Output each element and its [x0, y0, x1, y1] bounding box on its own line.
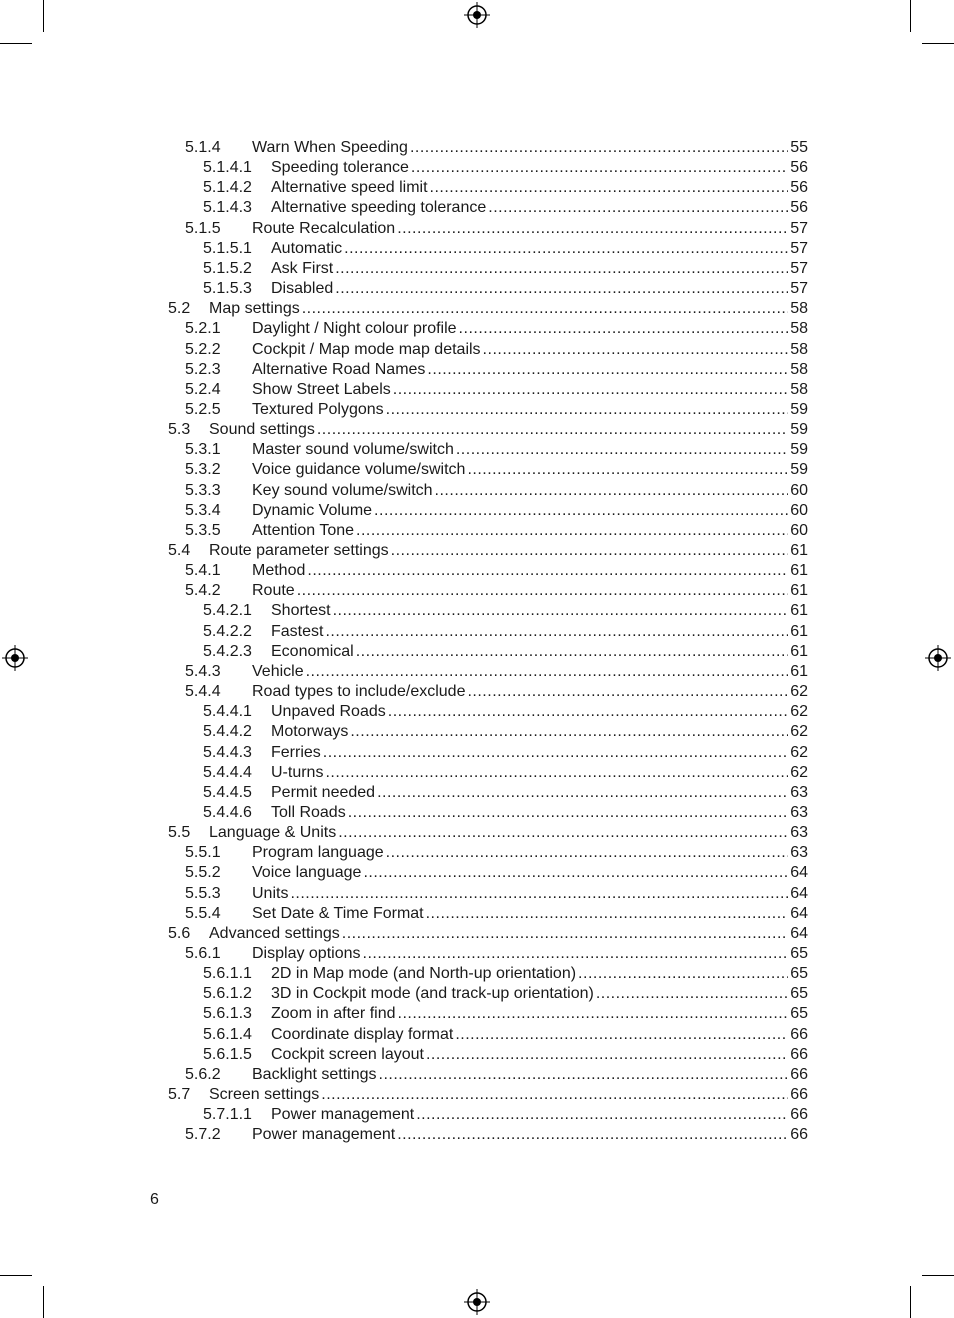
toc-entry-title: Permit needed: [271, 783, 376, 801]
toc-entry-title: 2D in Map mode (and North-up orientation): [271, 965, 577, 983]
toc-entry-page: 64: [790, 884, 808, 902]
dot-leader: [307, 561, 788, 581]
toc-entry-title: Disabled: [271, 280, 334, 298]
dot-leader: [363, 863, 788, 883]
toc-entry-title: Zoom in after find: [271, 1005, 396, 1023]
dot-leader: [393, 380, 788, 400]
toc-entry-page: 58: [790, 320, 808, 338]
toc-entry-page: 65: [790, 1005, 808, 1023]
toc-entry-number: 5.6.1.2: [203, 985, 252, 1003]
toc-entry-page: 56: [790, 199, 808, 217]
toc-entry-page: 55: [790, 139, 808, 156]
registration-mark-icon: [464, 2, 490, 28]
crop-mark-top-right-h: [922, 43, 954, 44]
toc-entry-number: 5.5.1: [185, 844, 221, 862]
toc-entry-number: 5.3.3: [185, 481, 221, 499]
dot-leader: [467, 460, 788, 480]
toc-entry-number: 5.6.1.5: [203, 1045, 252, 1063]
toc-entry-title: Coordinate display format: [271, 1025, 454, 1043]
toc-entry-number: 5.1.5.1: [203, 239, 252, 257]
toc-entry-title: Dynamic Volume: [252, 501, 373, 519]
dot-leader: [411, 158, 788, 178]
toc-entry-number: 5.5.2: [185, 864, 221, 882]
toc-entry-number: 5.7: [168, 1086, 191, 1104]
dot-leader: [459, 319, 789, 339]
toc-entry-title: Alternative Road Names: [252, 360, 426, 378]
toc-entry-title: Display options: [252, 945, 361, 962]
toc-entry-title: Show Street Labels: [252, 380, 391, 398]
toc-entry-number: 5.1.4.2: [203, 179, 252, 197]
toc-entry[interactable]: [203, 279, 808, 299]
toc-entry-title: Backlight settings: [252, 1065, 377, 1083]
toc-entry-title: Textured Polygons: [252, 400, 384, 418]
toc-entry[interactable]: [203, 259, 808, 279]
toc-entry-page: 61: [790, 662, 808, 680]
page-number: 6: [150, 1191, 159, 1208]
toc-entry-page: 66: [790, 1086, 808, 1104]
toc-entry-title: Route Recalculation: [252, 219, 396, 237]
toc-entry-number: 5.1.5.3: [203, 280, 252, 298]
dot-leader: [456, 440, 788, 460]
toc-entry-page: 60: [790, 501, 808, 519]
toc-entry-page: 66: [790, 1025, 808, 1043]
toc-entry-title: Units: [252, 884, 289, 902]
toc-entry[interactable]: [168, 541, 808, 561]
toc-entry[interactable]: [185, 1065, 808, 1085]
toc-entry-number: 5.4.4.1: [203, 703, 252, 721]
toc-entry-page: 56: [790, 179, 808, 197]
registration-mark-icon: [925, 645, 951, 671]
toc-entry-title: Ferries: [271, 743, 321, 761]
toc-entry-title: Map settings: [209, 300, 300, 318]
toc-entry-title: Vehicle: [252, 662, 304, 680]
dot-leader: [430, 178, 789, 198]
crop-mark-bottom-right-v: [910, 1286, 911, 1318]
toc-entry-page: 61: [790, 562, 808, 580]
toc-entry-title: Key sound volume/switch: [252, 481, 433, 499]
toc-entry-number: 5.4.1: [185, 562, 221, 580]
toc-entry-page: 57: [790, 280, 808, 298]
toc-entry-title: Advanced settings: [209, 924, 340, 942]
toc-entry[interactable]: [203, 783, 808, 803]
toc-entry-title: Warn When Speeding: [252, 139, 408, 156]
toc-entry-page: 56: [790, 159, 808, 177]
dot-leader: [348, 803, 789, 823]
toc-entry[interactable]: [185, 501, 808, 521]
toc-entry-page: 58: [790, 340, 808, 358]
toc-entry[interactable]: [185, 400, 808, 420]
toc-entry-page: 63: [790, 803, 808, 821]
toc-entry-number: 5.4.4: [185, 683, 221, 701]
toc-entry-page: 66: [790, 1126, 808, 1144]
toc-entry-number: 5.5: [168, 824, 191, 842]
toc-entry-page: 61: [790, 602, 808, 620]
toc-entry-number: 5.3: [168, 421, 191, 439]
dot-leader: [338, 823, 788, 843]
toc-entry-title: Fastest: [271, 622, 324, 640]
toc-entry-page: 62: [790, 703, 808, 721]
dot-leader: [356, 521, 788, 541]
toc-entry-page: 57: [790, 219, 808, 237]
toc-entry-title: Automatic: [271, 239, 343, 257]
toc-entry-title: Language & Units: [209, 824, 337, 842]
toc-entry-number: 5.2.1: [185, 320, 221, 338]
dot-leader: [363, 944, 789, 964]
toc-entry-title: Cockpit / Map mode map details: [252, 340, 481, 358]
toc-entry-page: 63: [790, 824, 808, 842]
toc-entry[interactable]: [185, 581, 808, 601]
toc-entry-page: 59: [790, 441, 808, 459]
toc-entry-title: Motorways: [271, 723, 349, 741]
dot-leader: [342, 924, 788, 944]
toc-entry[interactable]: [185, 682, 808, 702]
toc-entry[interactable]: [203, 1105, 808, 1125]
toc-entry[interactable]: [168, 1085, 808, 1105]
dot-leader: [596, 984, 788, 1004]
dot-leader: [483, 340, 789, 360]
toc-entry[interactable]: [185, 219, 808, 239]
toc-entry-number: 5.1.4.1: [203, 159, 252, 177]
crop-mark-bottom-right-h: [922, 1275, 954, 1276]
dot-leader: [302, 299, 788, 319]
toc-entry-number: 5.2.2: [185, 340, 221, 358]
dot-leader: [388, 702, 788, 722]
dot-leader: [467, 682, 788, 702]
toc-entry-title: Cockpit screen layout: [271, 1045, 424, 1063]
toc-entry-number: 5.6.1.3: [203, 1005, 252, 1023]
toc-entry-title: Speeding tolerance: [271, 159, 409, 177]
dot-leader: [290, 884, 788, 904]
toc-entry[interactable]: [203, 622, 808, 642]
toc-entry[interactable]: [185, 662, 808, 682]
toc-entry-page: 66: [790, 1045, 808, 1063]
dot-leader: [386, 400, 789, 420]
toc-entry-title: Toll Roads: [271, 803, 346, 821]
toc-entry-number: 5.4.3: [185, 662, 221, 680]
toc-entry[interactable]: [185, 481, 808, 501]
toc-entry-page: 61: [790, 582, 808, 600]
toc-entry[interactable]: [185, 1125, 808, 1145]
toc-entry[interactable]: [185, 460, 808, 480]
toc-entry-title: Master sound volume/switch: [252, 441, 454, 459]
toc-entry-page: 57: [790, 239, 808, 257]
toc-entry-title: Route parameter settings: [209, 542, 389, 559]
toc-entry[interactable]: [185, 319, 808, 339]
dot-leader: [435, 481, 789, 501]
toc-entry[interactable]: [168, 420, 808, 440]
toc-entry-number: 5.4.4.2: [203, 723, 252, 741]
toc-entry-number: 5.2.4: [185, 380, 221, 398]
toc-entry-title: 3D in Cockpit mode (and track-up orientation): [271, 985, 594, 1003]
toc-entry-page: 62: [790, 743, 808, 761]
toc-entry-page: 64: [790, 864, 808, 882]
toc-entry[interactable]: [168, 823, 808, 843]
crop-mark-top-left-v: [43, 0, 44, 32]
dot-leader: [397, 1125, 788, 1145]
toc-entry-title: Sound settings: [209, 421, 315, 439]
toc-entry-page: 62: [790, 683, 808, 701]
toc-entry-page: 62: [790, 763, 808, 781]
toc-entry[interactable]: [203, 642, 808, 662]
dot-leader: [297, 581, 789, 601]
toc-entry-page: 59: [790, 461, 808, 479]
toc-entry[interactable]: [185, 904, 808, 924]
toc-entry-page: 63: [790, 783, 808, 801]
toc-entry-title: Screen settings: [209, 1086, 320, 1104]
toc-entry-title: Shortest: [271, 602, 331, 620]
toc-entry-title: Road types to include/exclude: [252, 683, 466, 701]
dot-leader: [335, 259, 788, 279]
crop-mark-top-right-v: [910, 0, 911, 32]
dot-leader: [335, 279, 788, 299]
dot-leader: [426, 1045, 788, 1065]
toc-entry[interactable]: [203, 198, 808, 218]
toc-entry-page: 64: [790, 924, 808, 942]
toc-entry-number: 5.4: [168, 542, 191, 559]
toc-entry-title: U-turns: [271, 763, 324, 781]
toc-entry-number: 5.5.4: [185, 904, 221, 922]
toc-entry-title: Ask First: [271, 259, 334, 277]
toc-entry[interactable]: [185, 440, 808, 460]
toc-entry-title: Unpaved Roads: [271, 703, 386, 721]
dot-leader: [374, 501, 788, 521]
toc-entry-title: Set Date & Time Format: [252, 904, 424, 922]
toc-entry-page: 66: [790, 1106, 808, 1124]
toc-entry-page: 62: [790, 723, 808, 741]
dot-leader: [317, 420, 788, 440]
toc-entry-number: 5.4.2: [185, 582, 221, 600]
toc-entry-title: Daylight / Night colour profile: [252, 320, 457, 338]
toc-entry-number: 5.4.2.1: [203, 602, 252, 620]
toc-entry-page: 64: [790, 904, 808, 922]
toc-entry[interactable]: [203, 722, 808, 742]
toc-entry-page: 63: [790, 844, 808, 862]
toc-entry-number: 5.4.4.6: [203, 803, 252, 821]
toc-entry[interactable]: [185, 561, 808, 581]
dot-leader: [350, 722, 788, 742]
dot-leader: [356, 642, 789, 662]
toc-entry-number: 5.7.2: [185, 1126, 221, 1144]
toc-entry-title: Power management: [252, 1126, 396, 1144]
toc-entry-title: Method: [252, 562, 306, 580]
toc-entry-page: 58: [790, 360, 808, 378]
toc-entry-number: 5.4.4.3: [203, 743, 252, 761]
toc-entry-page: 58: [790, 380, 808, 398]
toc-entry-page: 66: [790, 1065, 808, 1083]
toc-entry-title: Voice guidance volume/switch: [252, 461, 466, 479]
toc-entry-number: 5.4.4.4: [203, 763, 252, 781]
toc-entry-number: 5.6.1: [185, 945, 221, 962]
toc-entry-title: Route: [252, 582, 295, 600]
toc-entry[interactable]: [203, 763, 808, 783]
dot-leader: [333, 601, 789, 621]
toc-entry-number: 5.3.2: [185, 461, 221, 479]
toc-entry[interactable]: [203, 239, 808, 259]
dot-leader: [377, 783, 788, 803]
toc-entry[interactable]: [203, 984, 808, 1004]
crop-mark-bottom-left-v: [43, 1286, 44, 1318]
toc-entry-number: 5.4.4.5: [203, 783, 252, 801]
toc-entry[interactable]: [203, 1025, 808, 1045]
toc-entry[interactable]: [203, 803, 808, 823]
toc-entry-number: 5.3.4: [185, 501, 221, 519]
toc-entry[interactable]: [168, 924, 808, 944]
dot-leader: [325, 763, 788, 783]
toc-entry[interactable]: [203, 178, 808, 198]
toc-entry[interactable]: [185, 863, 808, 883]
toc-entry-number: 5.1.5.2: [203, 259, 252, 277]
dot-leader: [379, 1065, 789, 1085]
toc-entry-number: 5.1.4: [185, 139, 221, 156]
dot-leader: [455, 1025, 788, 1045]
toc-entry-page: 57: [790, 259, 808, 277]
toc-entry[interactable]: [203, 702, 808, 722]
toc-entry[interactable]: [203, 1004, 808, 1024]
dot-leader: [321, 1085, 788, 1105]
toc-entry-number: 5.4.2.2: [203, 622, 252, 640]
toc-entry[interactable]: [185, 944, 808, 964]
toc-entry-number: 5.4.2.3: [203, 642, 252, 660]
toc-entry[interactable]: [185, 340, 808, 360]
toc-entry-number: 5.5.3: [185, 884, 221, 902]
dot-leader: [306, 662, 789, 682]
dot-leader: [325, 622, 788, 642]
toc-entry-title: Program language: [252, 844, 384, 862]
toc-entry-number: 5.1.4.3: [203, 199, 252, 217]
toc-entry-page: 65: [790, 945, 808, 962]
toc-entry[interactable]: [168, 299, 808, 319]
toc-entry-number: 5.3.1: [185, 441, 221, 459]
toc-entry-title: Alternative speeding tolerance: [271, 199, 487, 217]
toc-entry[interactable]: [203, 964, 808, 984]
toc-entry-page: 65: [790, 965, 808, 983]
dot-leader: [427, 360, 788, 380]
toc-entry[interactable]: [203, 158, 808, 178]
toc-entry[interactable]: [203, 1045, 808, 1065]
dot-leader: [391, 541, 789, 561]
toc-entry[interactable]: [203, 601, 808, 621]
toc-entry-page: 61: [790, 542, 808, 559]
dot-leader: [416, 1105, 788, 1125]
toc-entry-number: 5.3.5: [185, 521, 221, 539]
toc-entry-number: 5.2.5: [185, 400, 221, 418]
dot-leader: [426, 904, 789, 924]
toc-entry-title: Voice language: [252, 864, 362, 882]
toc-entry-number: 5.1.5: [185, 219, 221, 237]
dot-leader: [397, 219, 788, 239]
toc-entry[interactable]: [185, 884, 808, 904]
toc-entry[interactable]: [185, 380, 808, 400]
toc-entry-page: 60: [790, 521, 808, 539]
toc-entry-number: 5.2.3: [185, 360, 221, 378]
toc-entry-number: 5.6: [168, 924, 191, 942]
toc-entry-title: Economical: [271, 642, 354, 660]
toc-entry[interactable]: [203, 743, 808, 763]
dot-leader: [398, 1004, 789, 1024]
toc-entry-title: Power management: [271, 1106, 415, 1124]
toc-entry-page: 61: [790, 622, 808, 640]
toc-entry-number: 5.6.2: [185, 1065, 221, 1083]
toc-entry-number: 5.6.1.4: [203, 1025, 252, 1043]
toc-entry-number: 5.6.1.1: [203, 965, 252, 983]
dot-leader: [344, 239, 788, 259]
toc-entry[interactable]: [185, 843, 808, 863]
toc-entry-page: 59: [790, 421, 808, 439]
registration-mark-icon: [2, 645, 28, 671]
toc-entry[interactable]: [185, 138, 808, 158]
toc-entry-number: 5.2: [168, 300, 191, 318]
toc-entry-page: 59: [790, 400, 808, 418]
dot-leader: [410, 138, 788, 158]
dot-leader: [323, 743, 788, 763]
dot-leader: [578, 964, 788, 984]
crop-mark-top-left-h: [0, 43, 32, 44]
toc-entry-page: 61: [790, 642, 808, 660]
toc-entry[interactable]: [185, 360, 808, 380]
toc-entry-page: 60: [790, 481, 808, 499]
toc-entry-page: 65: [790, 985, 808, 1003]
toc-entry[interactable]: [185, 521, 808, 541]
crop-mark-bottom-left-h: [0, 1275, 32, 1276]
registration-mark-icon: [464, 1289, 490, 1315]
toc-entry-number: 5.7.1.1: [203, 1106, 252, 1124]
toc-entry-page: 58: [790, 300, 808, 318]
toc-entry-title: Alternative speed limit: [271, 179, 428, 197]
toc-entry-title: Attention Tone: [252, 521, 355, 539]
dot-leader: [488, 198, 788, 218]
dot-leader: [386, 843, 789, 863]
